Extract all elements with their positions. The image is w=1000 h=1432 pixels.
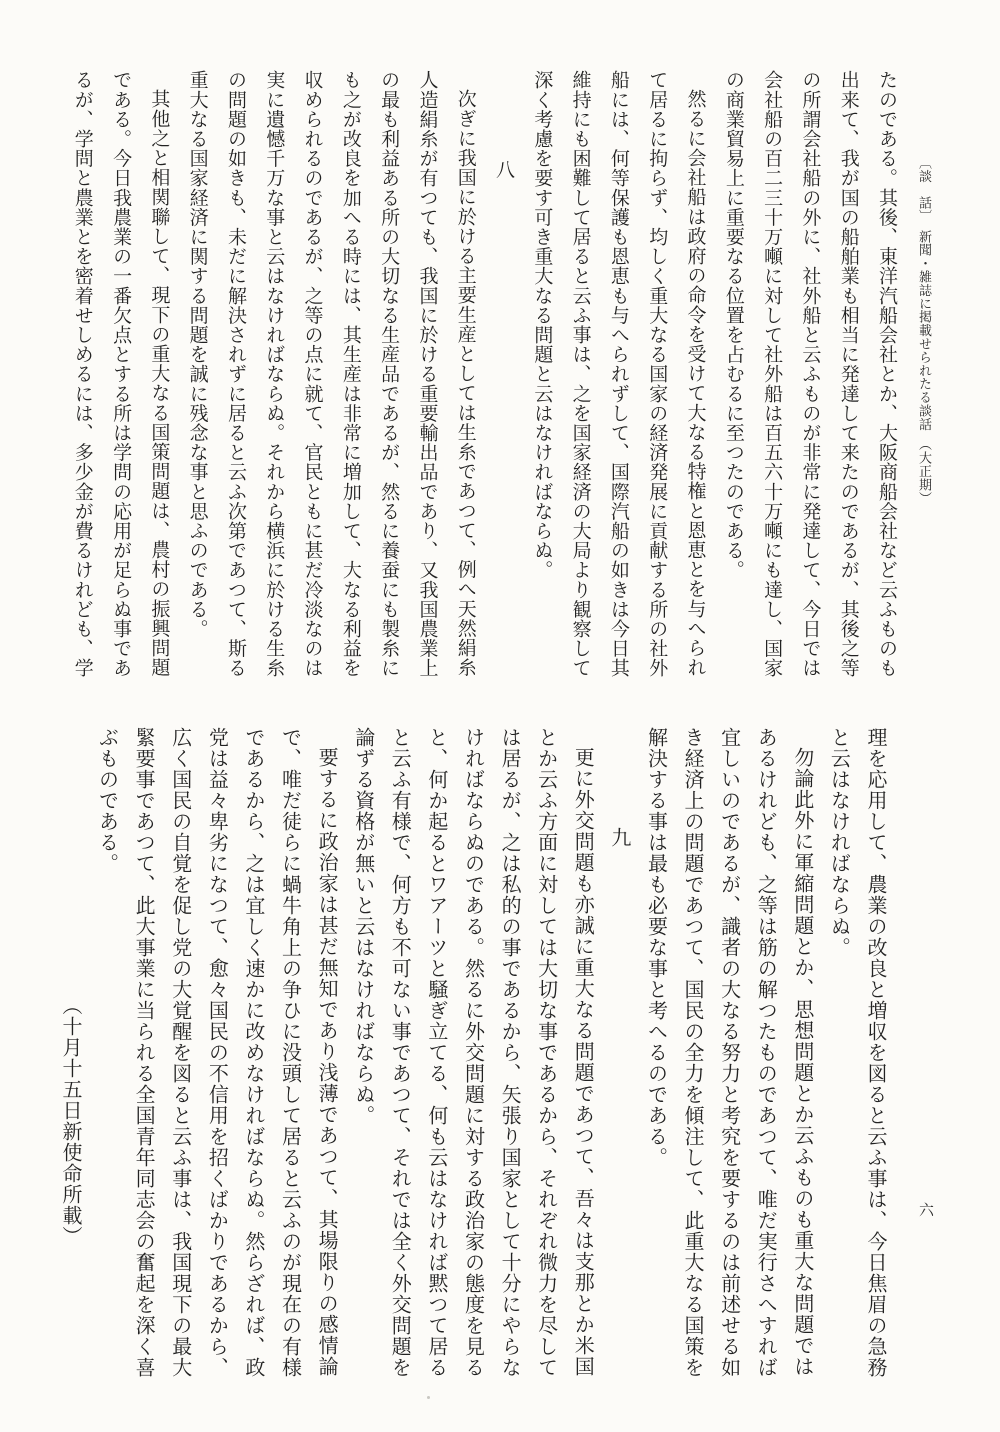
text-column: 船には、何等保護も恩恵も与へられずして、国際汽船の如きは今日其 <box>607 70 629 678</box>
text-column: の商業貿易上に重要なる位置を占むるに至つたのである。 <box>722 70 744 580</box>
section-heading: 九 <box>607 827 630 848</box>
text-column: 収められるのであるが、之等の点に就て、官民ともに甚だ冷淡なのは <box>301 70 323 678</box>
page-number: 六 <box>919 1203 935 1219</box>
text-column: 重大なる国家経済に関する問題を誠に残念な事と思ふのである。 <box>186 70 208 639</box>
text-column: も之が改良を加へる時には、其生産は非常に増加して、大なる利益を <box>339 70 361 678</box>
source-attribution: （十月十五日新使命所載） <box>58 995 81 1247</box>
text-column: 宜しいのであるが、識者の大なる努力と考究を要するのは前述せる如 <box>717 727 740 1378</box>
text-column: 然るに会社船は政府の命令を受けて大なる特権と恩恵とを与へられ <box>684 89 706 677</box>
text-column: 理を応用して、農業の改良と増収を図ると云ふ事は、今日焦眉の急務 <box>864 727 886 1378</box>
text-column: 解決する事は最も必要な事と考へるのである。 <box>644 727 667 1168</box>
top-text-block <box>61 70 905 690</box>
text-column: 論ずる資格が無いと云はなければならぬ。 <box>351 727 374 1126</box>
text-column: である。今日我農業の一番欠点とする所は学問の応用が足らぬ事であ <box>110 70 132 678</box>
text-column: るが、学問と農業とを密着せしめるには、多少金が費るけれども、学 <box>71 70 93 678</box>
text-column: 人造絹糸が有つても、我国に於ける重要輸出品であり、又我国農業上 <box>416 70 438 678</box>
text-column: の最も利益ある所の大切なる生産品であるが、然るに養蚕にも製糸に <box>378 70 400 678</box>
text-column: で、唯だ徒らに蝸牛角上の争ひに没頭して居ると云ふのが現在の有様 <box>278 727 301 1378</box>
text-column: とか云ふ方面に対しては大切な事であるから、それぞれ微力を尽して <box>534 727 557 1378</box>
text-column: き経済上の問題であつて、国民の全力を傾注して、此重大なる国策を <box>681 727 704 1378</box>
running-head: 〔談 話〕 新聞・雑誌に掲載せられたる談話 （大正期） <box>917 156 932 505</box>
text-column: ぶものである。 <box>95 727 118 874</box>
text-column: と云はなければならぬ。 <box>827 727 850 958</box>
text-column: 広く国民の自覚を促し党の大覚醒を図ると云ふ事は、我国現下の最大 <box>168 727 191 1378</box>
text-column: と云ふ有様で、何方も不可ない事であつて、それでは全く外交問題を <box>388 727 411 1378</box>
text-column: の問題の如きも、未だに解決されずに居ると云ふ次第であつて、斯る <box>224 70 246 678</box>
text-column: 実に遺憾千万な事と云はなければならぬ。それから横浜に於ける生糸 <box>263 70 285 678</box>
text-column: 出来て、我が国の船舶業も相当に発達して来たのであるが、其後之等 <box>837 70 859 678</box>
text-column: 維持にも困難して居ると云ふ事は、之を国家経済の大局より観察して <box>569 70 591 678</box>
text-column: の所謂会社船の外に、社外船と云ふものが非常に発達して、今日では <box>799 70 821 678</box>
section-heading: 八 <box>493 160 515 180</box>
text-column: 緊要事であつて、此大事業に当られる全国青年同志会の奮起を深く喜 <box>132 727 155 1378</box>
text-column: 勿論此外に軍縮問題とか、思想問題とか云ふものも重大な問題では <box>790 747 813 1377</box>
text-column: 其他之と相関聯して、現下の重大なる国策問題は、農村の振興問題 <box>148 89 170 677</box>
text-column: あるけれども、之等は筋の解つたものであつて、唯だ実行さへすれば <box>754 727 777 1378</box>
text-column: ければならぬのである。然るに外交問題に対する政治家の態度を見る <box>461 727 484 1378</box>
text-column: て居るに拘らず、均しく重大なる国家の経済発展に貢献する所の社外 <box>646 70 668 678</box>
text-column: 要するに政治家は甚だ無知であり浅薄であつて、其場限りの感情論 <box>315 747 338 1377</box>
text-column: と、何か起るとワアーツと騒ぎ立てる、何も云はなければ黙つて居る <box>424 727 447 1378</box>
text-column: は居るが、之は私的の事であるから、矢張り国家として十分にやらな <box>498 727 521 1378</box>
scan-speck <box>427 1396 430 1399</box>
text-column: 党は益々卑劣になつて、愈々国民の不信用を招くばかりであるから、 <box>205 727 228 1378</box>
text-column: 更に外交問題も亦誠に重大なる問題であつて、吾々は支那とか米国 <box>571 747 594 1377</box>
text-column: 次ぎに我国に於ける主要生産としては生糸であつて、例へ天然絹糸 <box>454 89 476 677</box>
text-column: たのである。其後、東洋汽船会社とか、大阪商船会社など云ふものも <box>876 70 897 678</box>
text-column: 深く考慮を要す可き重大なる問題と云はなければならぬ。 <box>531 70 553 580</box>
bottom-text-block <box>51 727 893 1385</box>
text-column: 会社船の百二三十万噸に対して社外船は百五六十万噸にも達し、国家 <box>761 70 783 678</box>
text-column: であるから、之は宜しく速かに改めなければならぬ。然らざれば、政 <box>241 727 264 1378</box>
